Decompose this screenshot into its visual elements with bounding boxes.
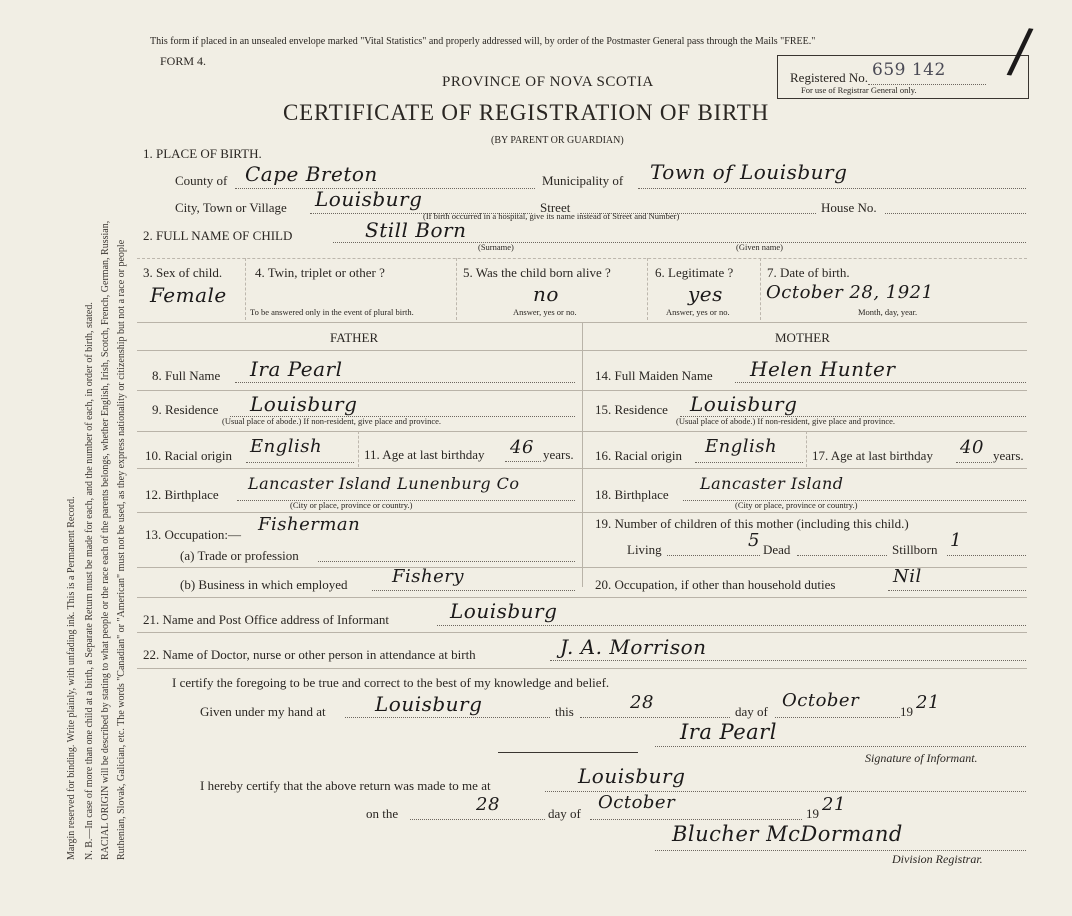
mother-age-label: 17. Age at last birthday	[812, 448, 933, 463]
given-month-value: October	[782, 690, 860, 711]
informant-value: Louisburg	[450, 599, 558, 623]
father-name-value: Ira Pearl	[250, 357, 343, 381]
father-years-label: years.	[543, 447, 574, 462]
hospital-note: (If birth occurred in a hospital, give its name instead of Street and Number)	[423, 211, 680, 221]
mother-residence-label: 15. Residence	[595, 402, 668, 417]
father-age-label: 11. Age at last birthday	[364, 447, 485, 462]
legitimate-note: Answer, yes or no.	[666, 307, 730, 317]
registered-number: 659 142	[872, 60, 946, 80]
registration-day-value: 28	[476, 794, 500, 815]
registered-label: Registered No.	[790, 70, 868, 85]
signature-informant-label: Signature of Informant.	[865, 751, 978, 765]
stillborn-value: 1	[950, 530, 962, 551]
municipality-value: Town of Louisburg	[650, 160, 848, 184]
municipality-label: Municipality of	[542, 173, 624, 188]
given-day-value: 28	[630, 692, 654, 713]
mother-occupation-value: Nil	[893, 566, 922, 587]
division-registrar-label: Division Registrar.	[892, 852, 983, 866]
province-heading: PROVINCE OF NOVA SCOTIA	[442, 74, 654, 90]
trade-label: (a) Trade or profession	[180, 548, 299, 563]
dead-label: Dead	[763, 542, 791, 557]
father-racial-label: 10. Racial origin	[145, 448, 233, 463]
mother-birthplace-note: (City or place, province or country.)	[735, 500, 858, 510]
given-place-value: Louisburg	[375, 692, 483, 716]
doctor-value: J. A. Morrison	[560, 635, 707, 659]
registration-year-value: 21	[822, 794, 846, 815]
father-residence-note: (Usual place of abode.) If non-resident, give place and province.	[222, 416, 442, 426]
place-of-birth-label: 1. PLACE OF BIRTH.	[143, 146, 262, 161]
margin-note-2: N. B.—In case of more than one child at a birth, a Separate Return must be made for each, and the number of each, in order of birth, stated.	[84, 302, 95, 860]
date-of-birth-label: 7. Date of birth.	[767, 265, 850, 280]
children-count-label: 19. Number of children of this mother (including this child.)	[595, 516, 909, 531]
on-the-label: on the	[366, 806, 399, 821]
father-racial-value: English	[250, 436, 323, 457]
this-label: this	[555, 704, 574, 719]
twin-label: 4. Twin, triplet or other ?	[255, 265, 385, 280]
sex-value: Female	[150, 283, 227, 307]
form-number: FORM 4.	[160, 54, 207, 68]
registration-month-value: October	[598, 792, 676, 813]
mother-maiden-name-value: Helen Hunter	[750, 357, 896, 381]
father-business-value: Fishery	[392, 566, 465, 587]
informant-label: 21. Name and Post Office address of Informant	[143, 612, 389, 627]
father-birthplace-label: 12. Birthplace	[145, 487, 219, 502]
certificate-subtitle: (BY PARENT OR GUARDIAN)	[491, 135, 624, 146]
date-of-birth-note: Month, day, year.	[858, 307, 918, 317]
registration-day-of-label: day of	[548, 806, 581, 821]
mother-birthplace-label: 18. Birthplace	[595, 487, 669, 502]
legitimate-label: 6. Legitimate ?	[655, 265, 734, 280]
mother-racial-label: 16. Racial origin	[595, 448, 683, 463]
stillborn-label: Stillborn	[892, 542, 938, 557]
margin-note-3: RACIAL ORIGIN will be described by stating to what people or the race each of the parents belongs, whether English, Irish, Scotch, French, German, Russian,	[100, 220, 111, 860]
father-occupation-value: Fisherman	[258, 514, 361, 535]
legitimate-value: yes	[688, 282, 723, 306]
hereby-place-value: Louisburg	[578, 764, 686, 788]
mother-residence-note: (Usual place of abode.) If non-resident, give place and province.	[676, 416, 896, 426]
registration-year-prefix: 19	[806, 806, 819, 821]
father-birthplace-value: Lancaster Island Lunenburg Co	[248, 474, 520, 493]
sex-label: 3. Sex of child.	[143, 265, 223, 280]
mother-racial-value: English	[705, 436, 778, 457]
hereby-text: I hereby certify that the above return was made to me at	[200, 778, 491, 793]
given-label: Given under my hand at	[200, 704, 326, 719]
date-of-birth-value: October 28, 1921	[766, 282, 934, 303]
alive-note: Answer, yes or no.	[513, 307, 577, 317]
mother-age-value: 40	[960, 437, 984, 458]
surname-note: (Surname)	[478, 242, 514, 252]
living-value: 5	[748, 530, 760, 551]
father-occupation-label: 13. Occupation:—	[145, 527, 242, 542]
father-residence-value: Louisburg	[250, 392, 358, 416]
mother-years-label: years.	[993, 448, 1024, 463]
living-label: Living	[627, 542, 662, 557]
business-label: (b) Business in which employed	[180, 577, 348, 592]
registered-note: For use of Registrar General only.	[801, 85, 917, 95]
margin-note-4: Ruthenian, Slovak, Galician, etc. The words "Canadian" or "American" must not be used, as they express nationality or citizenship but not a race or people	[116, 239, 127, 860]
year-prefix: 19	[900, 704, 913, 719]
doctor-label: 22. Name of Doctor, nurse or other person in attendance at birth	[143, 647, 476, 662]
county-value: Cape Breton	[245, 162, 378, 186]
given-name-note: (Given name)	[736, 242, 783, 252]
city-label: City, Town or Village	[175, 200, 287, 215]
house-number-label: House No.	[821, 200, 877, 215]
mother-residence-value: Louisburg	[690, 392, 798, 416]
city-value: Louisburg	[315, 187, 423, 211]
street-label: Street	[540, 200, 571, 215]
father-name-label: 8. Full Name	[152, 368, 221, 383]
alive-value: no	[533, 282, 559, 306]
alive-label: 5. Was the child born alive ?	[463, 265, 611, 280]
child-name-value: Still Born	[365, 218, 467, 242]
child-name-label: 2. FULL NAME OF CHILD	[143, 228, 293, 243]
mother-occupation-label: 20. Occupation, if other than household duties	[595, 577, 836, 592]
margin-note-1: Margin reserved for binding. Write plainly, with unfading ink. This is a Permanent Record.	[66, 496, 77, 860]
informant-signature: Ira Pearl	[680, 720, 777, 744]
mail-notice: This form if placed in an unsealed envelope marked "Vital Statistics" and properly addressed will, by order of the Postmaster General pass through the Mails "FREE."	[150, 36, 816, 47]
certificate-title: CERTIFICATE OF REGISTRATION OF BIRTH	[283, 100, 770, 125]
mother-maiden-name-label: 14. Full Maiden Name	[595, 368, 713, 383]
mother-birthplace-value: Lancaster Island	[700, 474, 844, 493]
twin-note: To be answered only in the event of plural birth.	[250, 307, 414, 317]
registrar-signature: Blucher McDormand	[672, 822, 903, 846]
father-birthplace-note: (City or place, province or country.)	[290, 500, 413, 510]
father-age-value: 46	[510, 437, 534, 458]
certify-text: I certify the foregoing to be true and correct to the best of my knowledge and belief.	[172, 675, 610, 690]
father-residence-label: 9. Residence	[152, 402, 219, 417]
mother-heading: MOTHER	[775, 330, 830, 345]
county-label: County of	[175, 173, 228, 188]
registry-tick-mark: /	[1005, 14, 1036, 88]
father-heading: FATHER	[330, 330, 379, 345]
day-of-label: day of	[735, 704, 768, 719]
given-year-value: 21	[916, 692, 940, 713]
